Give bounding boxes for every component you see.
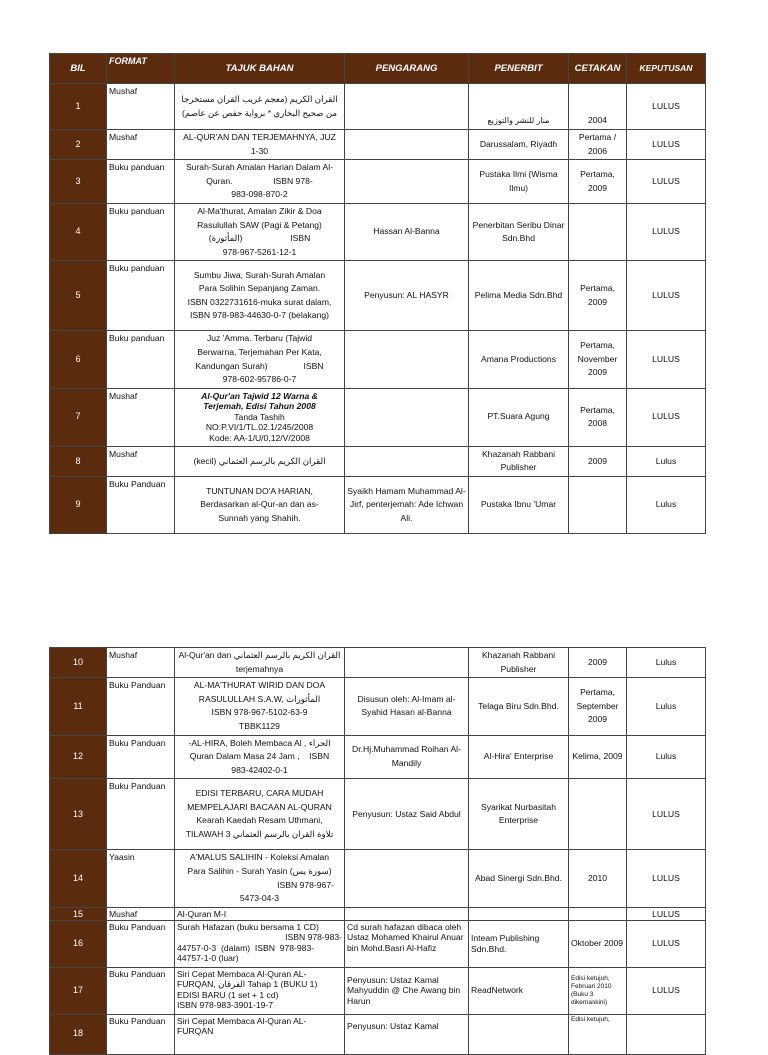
row-number: 10 <box>50 648 107 678</box>
row-result: LULUS <box>627 130 706 160</box>
row-number: 13 <box>50 779 107 850</box>
row-edition: 2010 <box>569 850 627 907</box>
title-line: 978-967-5261-12-1 <box>222 246 297 257</box>
title-line: Rasulullah SAW (Pagi & Petang) <box>197 219 322 230</box>
table-row <box>50 907 706 920</box>
row-number: 3 <box>50 160 107 204</box>
title-line: AL-QUR'AN DAN TERJEMAHNYA, JUZ <box>183 132 336 142</box>
row-publisher: Al-Hira' Enterprise <box>469 735 569 779</box>
row-author: Disusun oleh: Al-Imam al-Syahid Hasan al-Banna <box>345 678 469 735</box>
row-author <box>345 850 469 907</box>
row-result: LULUS <box>627 160 706 204</box>
title-line: Sumbu Jiwa, Surah-Surah Amalan <box>193 269 326 280</box>
title-line: Surah-Surah Amalan Harian Dalam Al- <box>185 162 334 173</box>
title-line: 983-42402-0-1 <box>231 764 288 775</box>
row-title <box>175 850 345 907</box>
row-author: Dr.Hj.Muhammad Roihan Al-Mandily <box>345 735 469 779</box>
title-line: Al-Ma'thurat, Amalan Zikir & Doa <box>197 205 322 216</box>
title-line: ISBN 978-983-3901-19-7 <box>177 1000 274 1011</box>
row-format: Buku panduan <box>107 331 175 388</box>
title-line: AL-MA'THURAT WIRID DAN DOA <box>193 680 326 691</box>
row-result <box>627 1014 706 1054</box>
row-publisher <box>469 1014 569 1054</box>
row-result: Lulus <box>627 648 706 678</box>
title-line: Quran Dalam Masa 24 Jam , ISBN <box>189 751 330 762</box>
row-result: Lulus <box>627 735 706 779</box>
table-row <box>50 331 706 388</box>
row-result: LULUS <box>627 203 706 260</box>
table-row <box>50 160 706 204</box>
row-edition <box>569 907 627 920</box>
row-format: Buku Panduan <box>107 678 175 735</box>
row-edition: 2009 <box>569 648 627 678</box>
row-result: LULUS <box>627 779 706 850</box>
table-row <box>50 130 706 160</box>
header-keputusan: KEPUTUSAN <box>627 54 706 84</box>
row-publisher: Pustaka Ilmi (Wisma Ilmu) <box>469 160 569 204</box>
title-line: -AL-HIRA, Boleh Membaca Al , الحراء <box>188 737 331 748</box>
title-line: Al-Qur'an Tajwid 12 Warna & <box>201 390 318 401</box>
table-row <box>50 678 706 735</box>
row-result: LULUS <box>627 850 706 907</box>
row-publisher: ReadNetwork <box>469 967 569 1014</box>
row-title <box>175 446 345 476</box>
table-row <box>50 920 706 967</box>
row-title <box>175 476 345 533</box>
title-line: Terjemah, Edisi Tahun 2008 <box>203 401 316 412</box>
table-row <box>50 779 706 850</box>
header-tajuk: TAJUK BAHAN <box>175 54 345 84</box>
title-line: ISBN 978-983-44630-0-7 (belakang) <box>189 310 330 321</box>
title-line: القران الكريم بالرسم العثماني (kecil) <box>193 455 326 466</box>
row-publisher: Amana Productions <box>469 331 569 388</box>
title-line: terjemahnya <box>235 663 284 674</box>
title-line: ISBN 978-967- <box>277 879 334 890</box>
row-author: Penyusun: AL HASYR <box>345 261 469 331</box>
table-header-row <box>50 54 706 84</box>
table-row <box>50 261 706 331</box>
title-line: Surah Hafazan (buku bersama 1 CD) <box>177 921 319 932</box>
row-publisher: Pustaka Ibnu 'Umar <box>469 476 569 533</box>
row-author: Cd surah hafazan dibaca oleh Ustaz Mohamed Khairul Anuar bin Mohd.Basri Al-Hafiz <box>345 920 469 967</box>
row-title <box>175 130 345 160</box>
row-publisher: Pelima Media Sdn.Bhd <box>469 261 569 331</box>
row-result: Lulus <box>627 678 706 735</box>
row-title <box>175 160 345 204</box>
row-format: Buku Panduan <box>107 920 175 967</box>
row-author <box>345 130 469 160</box>
row-publisher: Telaga Biru Sdn.Bhd. <box>469 678 569 735</box>
row-author: Hassan Al-Banna <box>345 203 469 260</box>
row-author <box>345 331 469 388</box>
row-title <box>175 907 345 920</box>
title-line: Siri Cepat Membaca Al-Quran AL- <box>177 1015 307 1026</box>
row-author <box>345 446 469 476</box>
row-edition: Pertama / 2006 <box>569 130 627 160</box>
row-edition: Edisi ketujuh, <box>569 1014 627 1054</box>
title-line: (المأثورة) ISBN <box>208 233 311 244</box>
row-result: LULUS <box>627 907 706 920</box>
title-line: Quran. ISBN 978- <box>206 175 313 186</box>
header-bil: BIL <box>50 54 107 84</box>
table-row <box>50 388 706 446</box>
row-author <box>345 84 469 130</box>
title-line: NO:P.VI/1/TL.02.1/245/2008 <box>205 422 314 433</box>
title-line: MEMPELAJARI BACAAN AL-QURAN <box>187 801 332 812</box>
title-line: Juz 'Amma. Terbaru (Tajwid <box>206 333 313 344</box>
row-publisher <box>469 907 569 920</box>
row-author: Penyusun: Ustaz Said Abdul <box>345 779 469 850</box>
title-line: القران الكريم (معجم غريب القران مستخرجا <box>181 93 338 104</box>
row-format: Mushaf <box>107 648 175 678</box>
row-format: Buku Panduan <box>107 735 175 779</box>
row-title <box>175 261 345 331</box>
row-edition: Oktober 2009 <box>569 920 627 967</box>
title-line: Kode: AA-1/U/0,12/V/2008 <box>209 432 310 443</box>
table-row <box>50 648 706 678</box>
row-author: Penyusun: Ustaz Kamal <box>345 1014 469 1054</box>
table-row <box>50 446 706 476</box>
row-publisher: Khazanah Rabbani Publisher <box>469 648 569 678</box>
row-number: 16 <box>50 920 107 967</box>
row-publisher: PT.Suara Agung <box>469 388 569 446</box>
title-line: Sunnah yang Shahih. <box>218 512 301 523</box>
table-row <box>50 476 706 533</box>
table-row <box>50 850 706 907</box>
row-title <box>175 920 345 967</box>
row-format: Buku panduan <box>107 160 175 204</box>
title-line: Kandungan Surah) ISBN <box>195 360 324 371</box>
title-line: ISBN 978-967-5102-63-9 <box>211 707 308 718</box>
row-number: 12 <box>50 735 107 779</box>
row-title <box>175 648 345 678</box>
row-edition: Pertama, 2009 <box>569 261 627 331</box>
row-number: 11 <box>50 678 107 735</box>
header-format: FORMAT <box>107 54 175 84</box>
title-line: Berdasarkan al-Qur-an dan as- <box>200 499 319 510</box>
row-title <box>175 779 345 850</box>
row-format: Buku Panduan <box>107 1014 175 1054</box>
title-line: 44757-1-0 (luar) <box>177 953 239 964</box>
row-format: Buku panduan <box>107 203 175 260</box>
title-line: 983-098-870-2 <box>231 189 288 200</box>
title-line: Al-Quran M-I <box>177 908 227 919</box>
row-edition: Pertama, November 2009 <box>569 331 627 388</box>
row-publisher: Penerbitan Seribu Dinar Sdn.Bhd <box>469 203 569 260</box>
row-publisher: Darussalam, Riyadh <box>469 130 569 160</box>
row-title <box>175 967 345 1014</box>
row-number: 17 <box>50 967 107 1014</box>
row-title <box>175 735 345 779</box>
title-line: Tanda Tashih <box>234 411 285 422</box>
row-result: LULUS <box>627 331 706 388</box>
row-format: Buku Panduan <box>107 779 175 850</box>
row-number: 1 <box>50 84 107 130</box>
row-edition: Pertama, 2009 <box>569 160 627 204</box>
header-cetakan: CETAKAN <box>569 54 627 84</box>
row-title <box>175 388 345 446</box>
title-line: 1-30 <box>250 145 269 156</box>
row-result: LULUS <box>627 967 706 1014</box>
title-line: 5473-04-3 <box>239 893 280 904</box>
row-number: 8 <box>50 446 107 476</box>
header-pengarang: PENGARANG <box>345 54 469 84</box>
title-line: Al-Qur'an dan القران الكريم بالرسم العثماني <box>178 650 341 660</box>
title-line: FURQAN <box>177 1026 214 1037</box>
title-line: Para Solihin Sepanjang Zaman. <box>198 283 321 294</box>
header-penerbit: PENERBIT <box>469 54 569 84</box>
title-line: ISBN 0322731616-muka surat dalam, <box>187 296 332 307</box>
row-publisher: Syarikat Nurbasitah Enterprise <box>469 779 569 850</box>
row-result: LULUS <box>627 84 706 130</box>
row-number: 18 <box>50 1014 107 1054</box>
row-result: Lulus <box>627 476 706 533</box>
row-author <box>345 388 469 446</box>
row-format: Mushaf <box>107 84 175 130</box>
row-number: 2 <box>50 130 107 160</box>
row-edition: 2004 <box>569 84 627 130</box>
title-line: ISBN 978-983- <box>285 932 342 943</box>
table-row <box>50 1014 706 1054</box>
books-table-2 <box>49 647 706 1055</box>
row-title <box>175 1014 345 1054</box>
row-number: 15 <box>50 907 107 920</box>
row-publisher: منار للنشر والتوزيع <box>469 84 569 130</box>
title-line: Kearah Kaedah Resam Uthmani, <box>196 815 323 826</box>
row-author <box>345 907 469 920</box>
row-number: 5 <box>50 261 107 331</box>
table-row <box>50 84 706 130</box>
row-author <box>345 160 469 204</box>
row-edition: Pertama, September 2009 <box>569 678 627 735</box>
row-result: LULUS <box>627 388 706 446</box>
title-line: FURQAN, الفرقان Tahap 1 (BUKU 1) <box>177 979 318 990</box>
row-format: Mushaf <box>107 388 175 446</box>
row-format: Mushaf <box>107 130 175 160</box>
row-number: 4 <box>50 203 107 260</box>
row-publisher: Inteam Publishing Sdn.Bhd. <box>469 920 569 967</box>
title-line: A'MALUS SALIHIN - Koleksi Amalan <box>189 852 330 863</box>
title-line: RASULULLAH S.A.W, المأثورات <box>198 693 321 704</box>
row-author: Penyusun: Ustaz Kamal Mahyuddin @ Che Awang bin Harun <box>345 967 469 1014</box>
row-title <box>175 331 345 388</box>
row-result: Lulus <box>627 446 706 476</box>
row-format: Buku panduan <box>107 261 175 331</box>
row-edition: Pertama, 2008 <box>569 388 627 446</box>
row-result: LULUS <box>627 261 706 331</box>
row-format: Yaasin <box>107 850 175 907</box>
row-format: Mushaf <box>107 446 175 476</box>
title-line: Berwarna, Terjemahan Per Kata, <box>197 346 322 357</box>
title-line: 978-602-95786-0-7 <box>222 374 297 385</box>
row-title <box>175 203 345 260</box>
row-number: 7 <box>50 388 107 446</box>
title-line: من صحيح البخاري * برواية حفص عن عاصم) <box>182 107 337 118</box>
row-title <box>175 678 345 735</box>
row-author: Syaikh Hamam Muhammad Al-Jirf, penterjemah: Ade Ichwan Ali. <box>345 476 469 533</box>
row-format: Mushaf <box>107 907 175 920</box>
row-format: Buku Panduan <box>107 476 175 533</box>
title-line: EDISI BARU (1 set + 1 cd) <box>177 989 279 1000</box>
title-line: Siri Cepat Membaca Al-Quran AL- <box>177 968 307 979</box>
row-result: LULUS <box>627 920 706 967</box>
row-number: 9 <box>50 476 107 533</box>
row-number: 14 <box>50 850 107 907</box>
title-line: TUNTUNAN DO'A HARIAN, <box>206 485 313 496</box>
row-publisher: Abad Sinergi Sdn.Bhd. <box>469 850 569 907</box>
books-table-1 <box>49 53 706 534</box>
row-number: 6 <box>50 331 107 388</box>
row-title <box>175 84 345 130</box>
table-row <box>50 967 706 1014</box>
title-line: 44757-0-3 (dalam) ISBN 978-983- <box>177 942 315 953</box>
title-line: EDISI TERBARU, CARA MUDAH <box>195 788 324 799</box>
row-edition: 2009 <box>569 446 627 476</box>
row-publisher: Khazanah Rabbani Publisher <box>469 446 569 476</box>
title-line: Para Salihin - Surah Yasin (سورة يس) <box>187 865 332 876</box>
table-row <box>50 203 706 260</box>
title-line: TBBK1129 <box>239 720 280 731</box>
row-edition <box>569 779 627 850</box>
row-format: Buku Panduan <box>107 967 175 1014</box>
row-author <box>345 648 469 678</box>
row-edition <box>569 203 627 260</box>
row-edition <box>569 476 627 533</box>
row-edition: Kelima, 2009 <box>569 735 627 779</box>
title-line: TILAWAH 3 تلاوة القران بالرسم العثماني <box>185 828 334 839</box>
table-row <box>50 735 706 779</box>
row-edition: Edisi ketujuh, Februari 2010 (Buku 3 dikemaskini) <box>569 967 627 1014</box>
